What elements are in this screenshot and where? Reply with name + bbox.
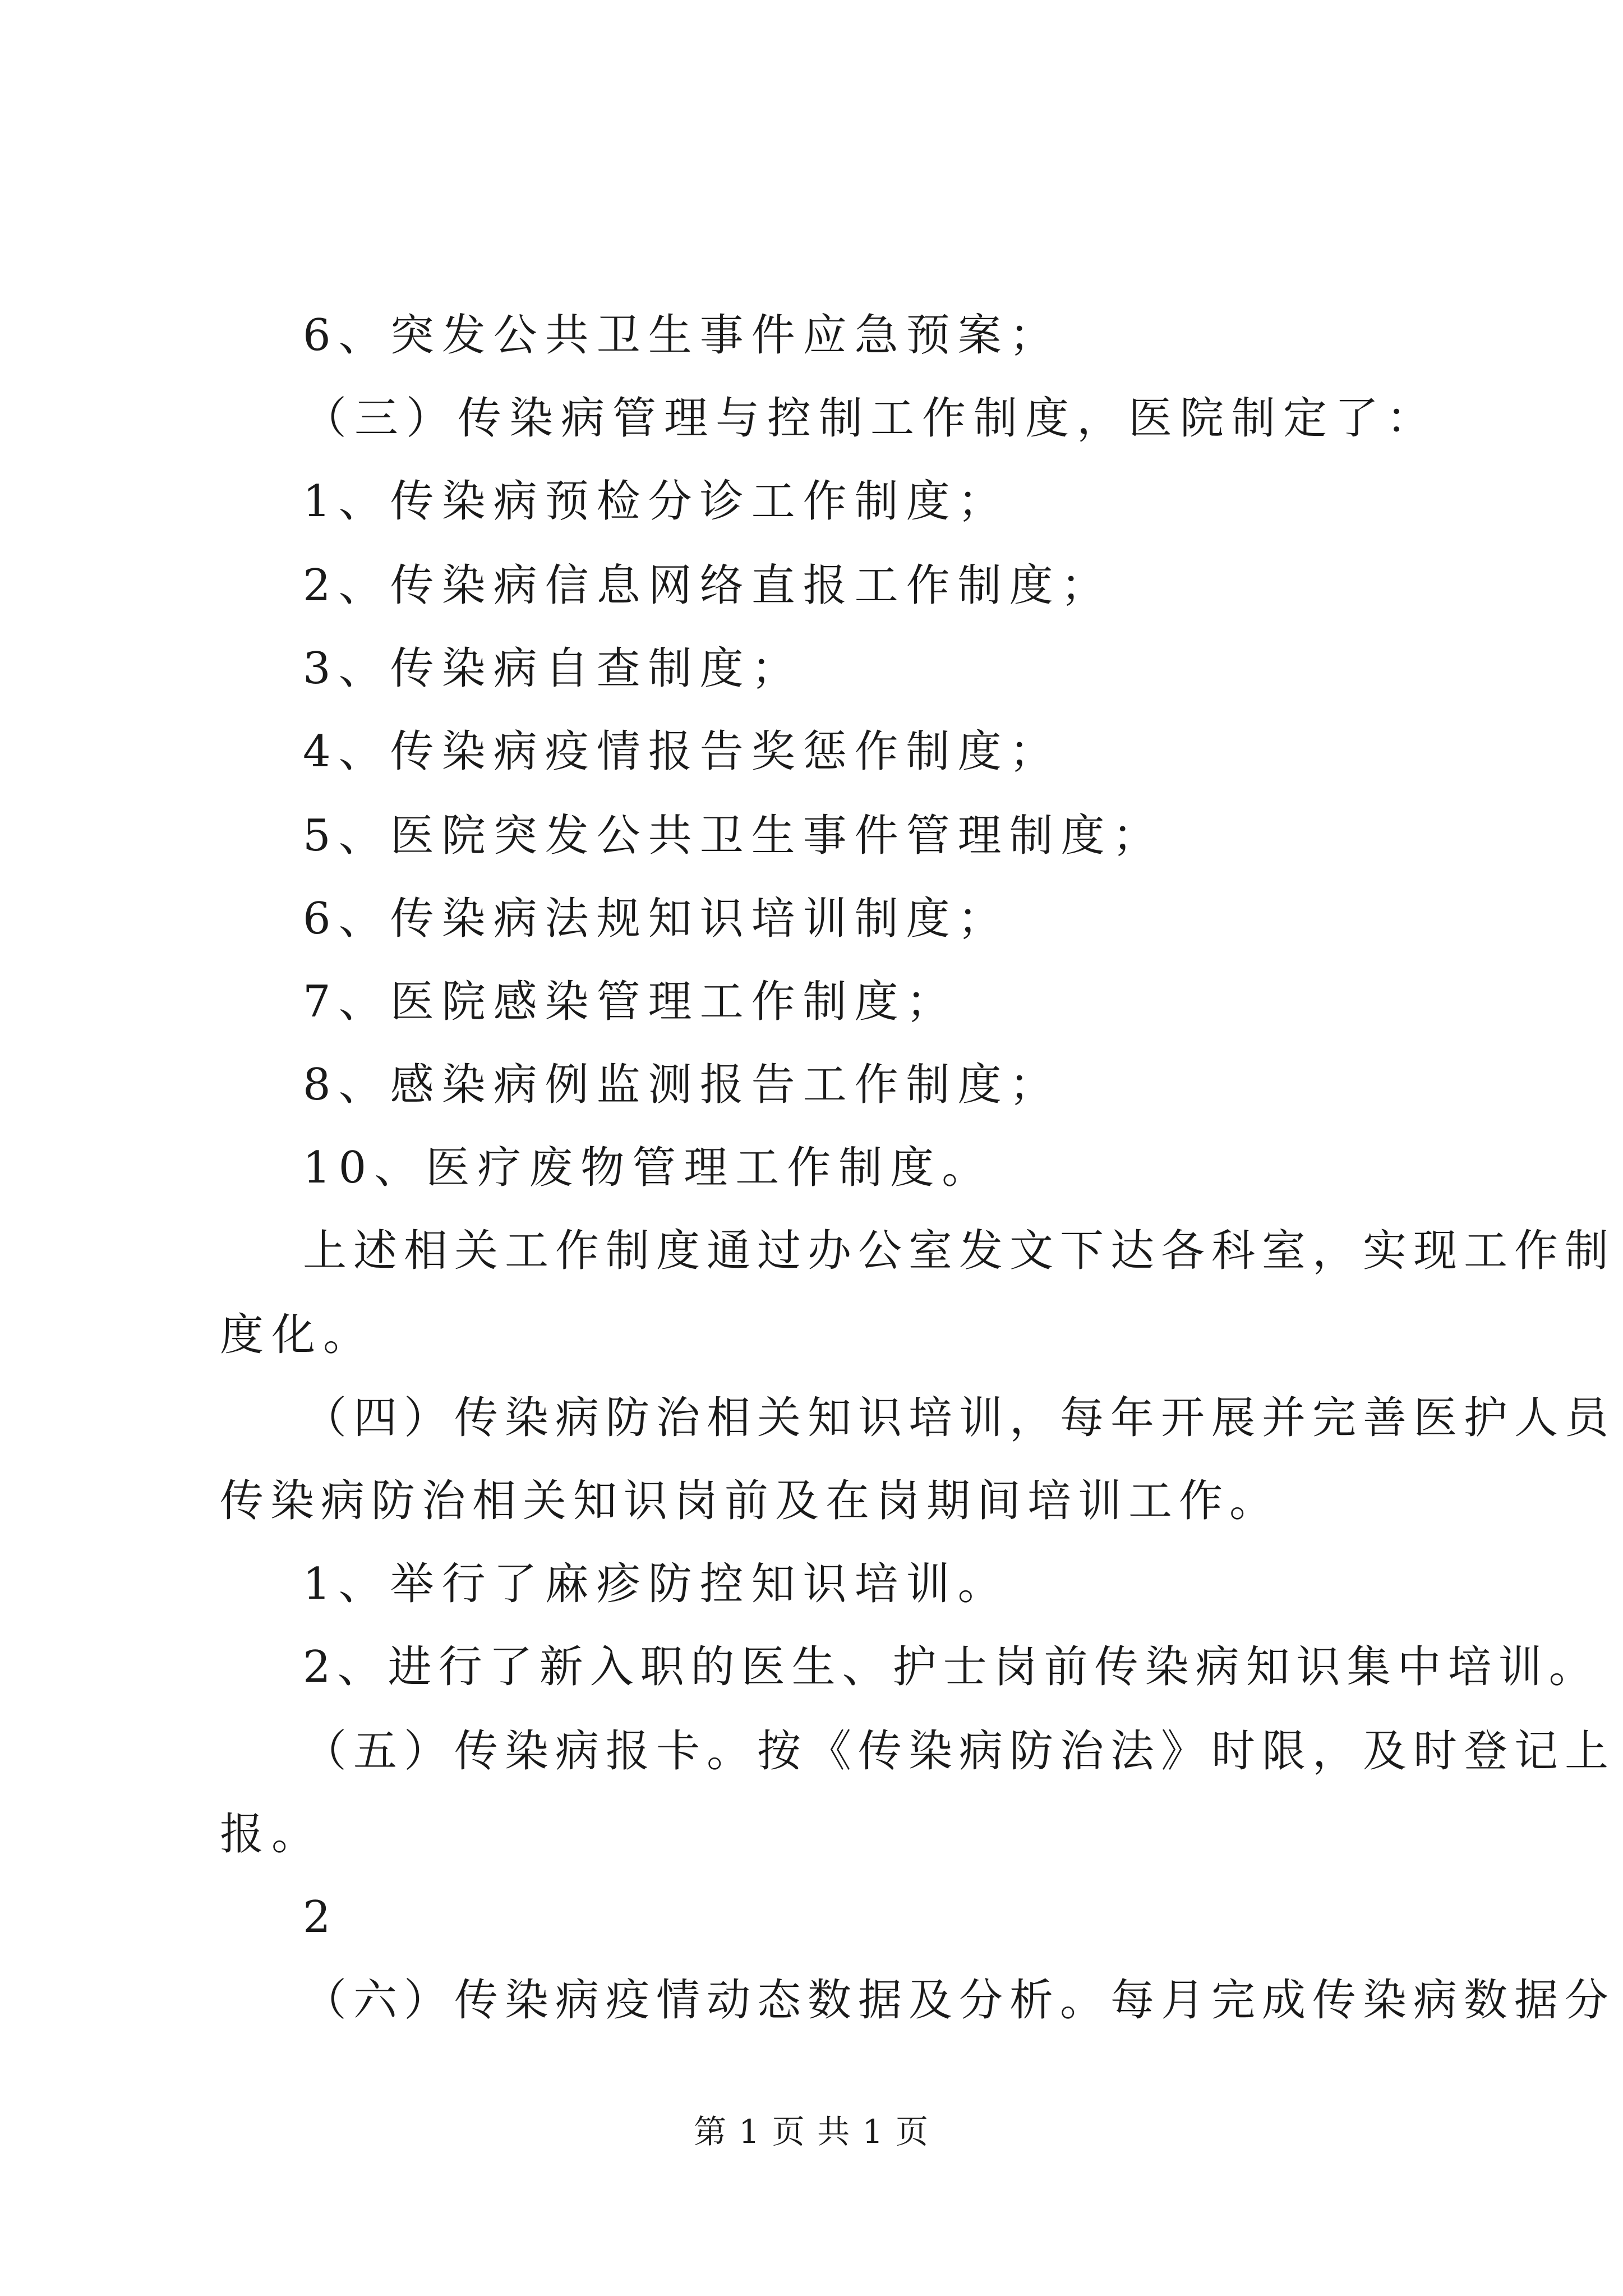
paragraph-line: 上述相关工作制度通过办公室发文下达各科室，实现工作制: [303, 1226, 1616, 1276]
text-line: 4、传染病疫情报告奖惩作制度；: [303, 726, 1061, 777]
text-line: 1、传染病预检分诊工作制度；: [303, 476, 1009, 527]
text-line: 7、医院感染管理工作制度；: [303, 977, 958, 1027]
text-line: 2、传染病信息网络直报工作制度；: [303, 560, 1113, 611]
text-line: 6、传染病法规知识培训制度；: [303, 894, 1009, 944]
page-footer: 第 1 页 共 1 页: [694, 2113, 929, 2151]
text-line: 3、传染病自查制度；: [303, 643, 803, 694]
page-number-text: 2: [303, 1892, 339, 1943]
text-line: 8、感染病例监测报告工作制度；: [303, 1060, 1061, 1110]
section-heading: （五）传染病报卡。按《传染病防治法》时限，及时登记上: [303, 1726, 1616, 1777]
text-line: 6、突发公共卫生事件应急预案；: [303, 310, 1061, 361]
text-line: 2、进行了新入职的医生、护士岗前传染病知识集中培训。: [303, 1642, 1599, 1692]
text-line: 1、举行了麻疹防控知识培训。: [303, 1559, 1009, 1609]
section-heading: （三）传染病管理与控制工作制度，医院制定了：: [303, 393, 1438, 444]
section-heading: （四）传染病防治相关知识培训，每年开展并完善医护人员: [303, 1393, 1616, 1443]
paragraph-line: 度化。: [220, 1310, 375, 1360]
section-heading: （六）传染病疫情动态数据及分析。每月完成传染病数据分: [303, 1975, 1616, 2026]
paragraph-line: 传染病防治相关知识岗前及在岗期间培训工作。: [220, 1476, 1280, 1526]
text-line: 5、医院突发公共卫生事件管理制度；: [303, 811, 1164, 861]
paragraph-line: 报。: [220, 1809, 324, 1860]
text-line: 10、医疗废物管理工作制度。: [303, 1143, 994, 1193]
